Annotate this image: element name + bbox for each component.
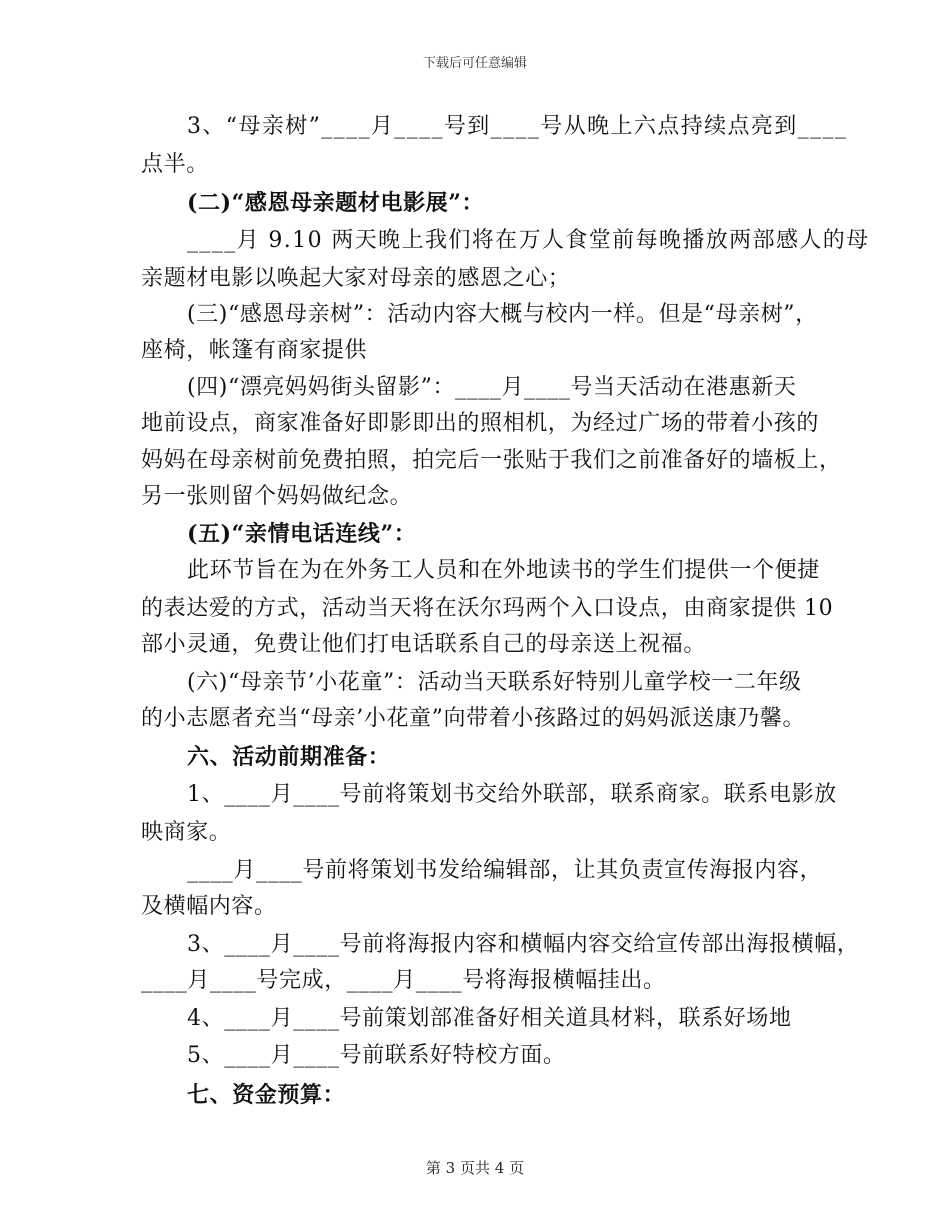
text-line-8: (四)“漂亮妈妈街头留影”：____月____号当天活动在港惠新天 [187, 375, 797, 400]
text-line-22: 及横幅内容。 [141, 894, 277, 919]
text-line-2: 点半。 [141, 152, 209, 177]
text-line-14: 的表达爱的方式，活动当天将在沃尔玛两个入口设点，由商家提供 10 [141, 596, 834, 621]
text-line-5: 亲题材电影以唤起大家对母亲的感恩之心； [141, 266, 571, 291]
text-line-26: 5、____月____号前联系好特校方面。 [187, 1043, 566, 1068]
text-line-17: 的小志愿者充当“母亲’小花童”向带着小孩路过的妈妈派送康乃馨。 [141, 706, 806, 731]
section-heading-6: 六、活动前期准备： [187, 744, 391, 770]
text-line-6: (三)“感恩母亲树”：活动内容大概与校内一样。但是“母亲树”， [187, 302, 818, 327]
section-heading-5: (五)“亲情电话连线”： [187, 521, 417, 547]
section-heading-2: (二)“感恩母亲题材电影展”： [187, 190, 485, 216]
text-line-15: 部小灵通，免费让他们打电话联系自己的母亲送上祝福。 [141, 632, 707, 657]
text-line-23: 3、____月____号前将海报内容和横幅内容交给宣传部出海报横幅， [187, 932, 860, 957]
text-line-9: 地前设点，商家准备好即影即出的照相机，为经过广场的带着小孩的 [141, 411, 820, 436]
text-line-10: 妈妈在母亲树前免费拍照，拍完后一张贴于我们之前准备好的墙板上， [141, 448, 842, 473]
page-footer-number: 第 3 页共 4 页 [425, 1159, 525, 1177]
page-header-note: 下载后可任意编辑 [422, 56, 527, 71]
text-line-16: (六)“母亲节’小花童”：活动当天联系好特别儿童学校一二年级 [187, 670, 802, 695]
text-line-13: 此环节旨在为在外务工人员和在外地读书的学生们提供一个便捷 [187, 558, 820, 583]
text-line-21: ____月____号前将策划书发给编辑部，让其负责宣传海报内容， [187, 858, 823, 883]
text-line-19: 1、____月____号前将策划书交给外联部，联系商家。联系电影放 [187, 782, 837, 807]
text-line-1: 3、“母亲树”____月____号到____号从晚上六点持续点亮到____ [187, 114, 848, 139]
text-line-25: 4、____月____号前策划部准备好相关道具材料，联系好场地 [187, 1006, 792, 1031]
section-heading-7: 七、资金预算： [187, 1082, 346, 1108]
text-line-7: 座椅，帐篷有商家提供 [141, 338, 368, 363]
text-line-20: 映商家。 [141, 820, 232, 845]
text-line-11: 另一张则留个妈妈做纪念。 [141, 484, 413, 509]
text-line-4: ____月 9.10 两天晚上我们将在万人食堂前每晚播放两部感人的母 [187, 228, 870, 253]
text-line-24: ____月____号完成，____月____号将海报横幅挂出。 [141, 968, 666, 993]
